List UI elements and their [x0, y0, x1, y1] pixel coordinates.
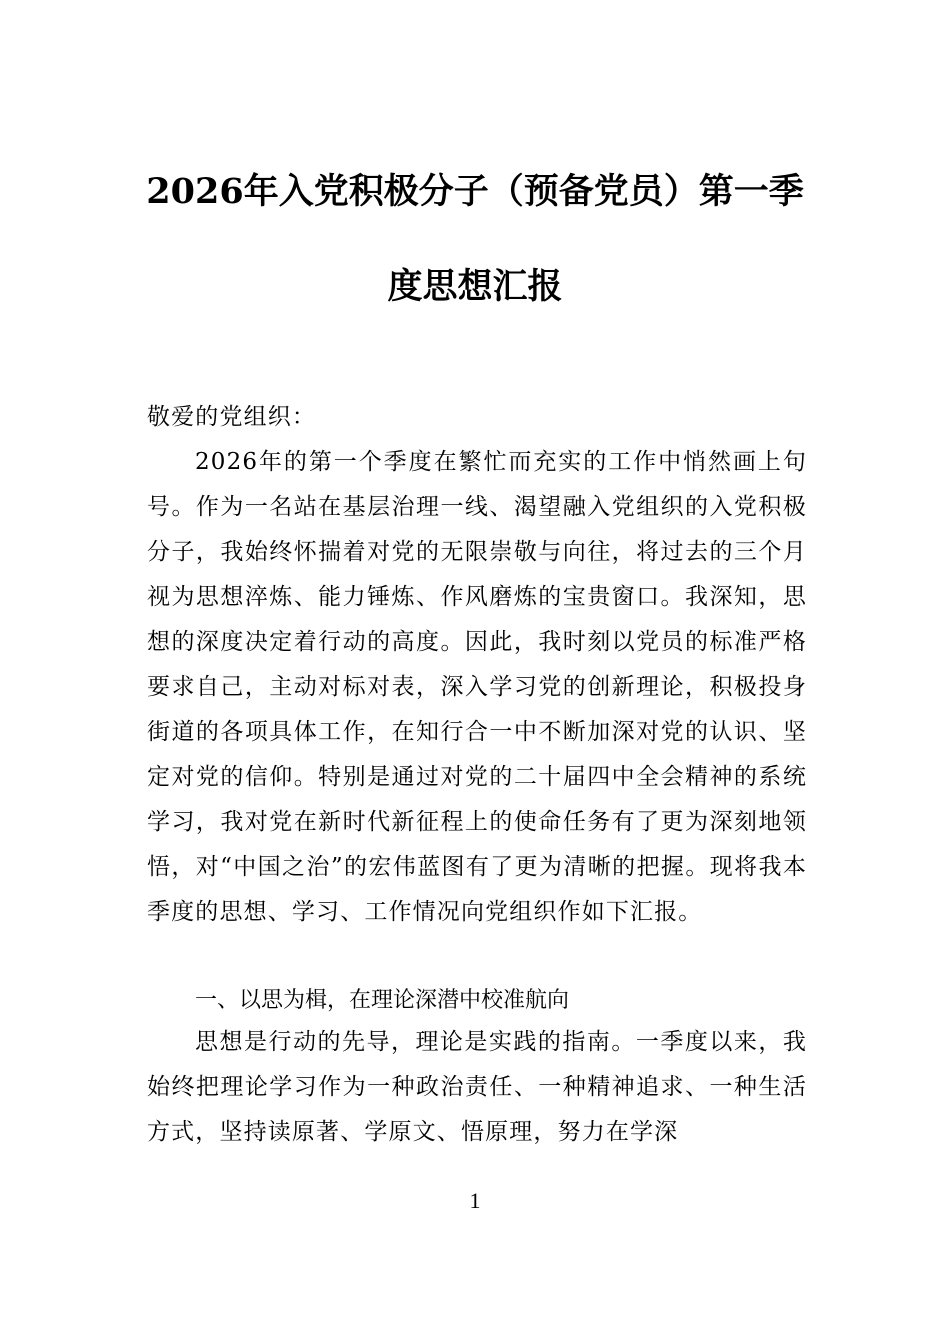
body-paragraph-2: 思想是行动的先导，理论是实践的指南。一季度以来，我始终把理论学习作为一种政治责任、一种精神追求、一种生活方式，坚持读原著、学原文、悟原理，努力在学深 — [147, 1029, 807, 1145]
page-number: 1 — [469, 1188, 481, 1213]
document-title-line-2: 度思想汇报 — [387, 266, 563, 307]
document-title-line-1: 2026年入党积极分子（预备党员）第一季 — [146, 171, 804, 212]
body-paragraph-1: 2026年的第一个季度在繁忙而充实的工作中悄然画上句号。作为一名站在基层治理一线、渴望融入党组织的入党积极分子，我始终怀揣着对党的无限崇敬与向往，将过去的三个月视为思想淬炼、能力锤炼、作风磨炼的宝贵窗口。我深知，思想的深度决定着行动的高度。因此，我时刻以党员的标准严格要求自己，主动对标对表，深入学习党的创新理论，积极投身街道的各项具体工作，在知行合一中不断加深对党的认识、坚定对党的信仰。特别是通过对党的二十届四中全会精神的系统学习，我对党在新时代新征程上的使命任务有了更为深刻地领悟，对“中国之治”的宏伟蓝图有了更为清晰的把握。现将我本季度的思想、学习、工作情况向党组织作如下汇报。 — [147, 449, 807, 925]
section-heading-1: 一、以思为楫，在理论深潜中校准航向 — [195, 988, 570, 1013]
salutation: 敬爱的党组织： — [147, 404, 317, 430]
